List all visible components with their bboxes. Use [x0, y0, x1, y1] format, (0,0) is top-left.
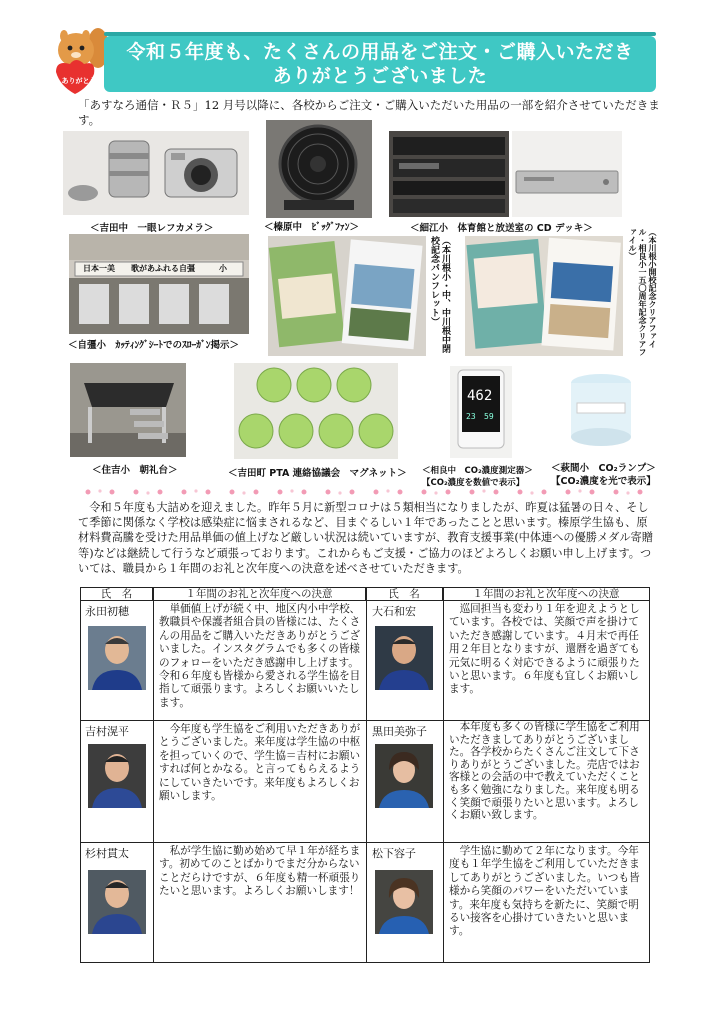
sign-text-3: 小: [219, 264, 227, 273]
staff-name-yoshimura: 吉村滉平: [85, 725, 129, 738]
staff-message-nagata: 単価値上げが続く中、地区内小中学校、教職員や保護者組合員の皆様には、たくさんの用品をご購入いただきありがとうございました。インスタグラムでも多くの皆様のフォローをいただき感謝申し上げます。令和６年度も皆様から愛される学生協を目指して頑張ります。よろしくお願いいたします。: [159, 603, 361, 709]
grid-line: [366, 588, 367, 962]
staff-message-kuroda: 本年度も多くの皆様に学生協をご利用いただきましてありがとうございました。各学校からたくさんご注文して下さりありがとうございました。売店ではお客様との会話の中で教えていただくことも多く勉強になりました。来年度も明るく笑顔で頑張りたいと思います。よろしくお願い致します。: [449, 721, 640, 822]
caption-magnet: ＜吉田町 PTA 連絡協議会 マグネット＞: [228, 468, 407, 479]
grid-line: [81, 842, 649, 843]
caption-cd-deck: ＜細江小 体育館と放送室の CD デッキ＞: [410, 223, 593, 234]
sign-text-2: 歌があふれる自彊: [131, 264, 195, 273]
staff-portrait-sugimura: [88, 870, 146, 934]
fan-photo: [266, 120, 372, 218]
caption-co2-lamp-2: 【CO₂濃度を光で表示】: [551, 476, 656, 487]
staff-portrait-oishi: [375, 626, 433, 690]
caption-co2-meter-2: 【CO₂濃度を数値で表示】: [422, 478, 525, 488]
staff-name-nagata: 永田初穂: [85, 605, 129, 618]
flower-divider: [78, 487, 648, 497]
co2-meter-photo: [450, 366, 512, 458]
staff-message-oishi: 巡回担当も変わり１年を迎えようとしています。各校では、笑顔で声を掛けていただき感謝しています。４月末で再任用２年目となりますが、還暦を過ぎても元気に明るく対応できるように頑張りたいと思います。６年度も宜しくお願いします。: [449, 603, 640, 696]
cd-deck-photo-2: [512, 131, 622, 217]
caption-fan: ＜榛原中 ﾋﾞｯｸﾞﾌｧﾝ＞: [264, 222, 360, 233]
grid-line: [153, 588, 154, 962]
staff-table: [80, 587, 650, 963]
platform-photo: [70, 363, 186, 457]
page-title-banner: [104, 36, 656, 92]
co2-lamp-photo: [563, 369, 639, 455]
staff-portrait-matsushita: [375, 870, 433, 934]
caption-clear-file: （本川根小開校記念クリアファイル・相良小一五〇周年記念クリアファイル）: [628, 228, 657, 356]
camera-photo: [63, 131, 249, 215]
caption-camera: ＜吉田中 一眼レフカメラ＞: [90, 223, 214, 234]
cd-deck-photo-1: [389, 131, 509, 217]
grid-line: [443, 588, 444, 962]
caption-platform: ＜住吉小 朝礼台＞: [92, 465, 178, 476]
co2-meter-value-1: 462: [467, 388, 493, 404]
staff-name-sugimura: 杉村貫太: [85, 847, 129, 860]
co2-meter-value-2: 23: [466, 412, 476, 421]
staff-portrait-kuroda: [375, 744, 433, 808]
staff-name-kuroda: 黒田美弥子: [372, 725, 427, 738]
caption-pamphlet: （本川根小・中、中川根中閉校記念パンフレット）: [429, 236, 450, 353]
mascot-badge-text: ありがとう: [61, 77, 97, 85]
clear-file-photo: [465, 236, 623, 356]
magnet-photo: [234, 363, 398, 459]
caption-signboard: ＜自彊小 ｶｯﾃｨﾝｸﾞｼｰﾄでのｽﾛｰｶﾞﾝ掲示＞: [68, 340, 240, 351]
staff-message-matsushita: 学生協に勤めて２年になります。今年度も１年学生協をご利用していただきましてありがとうございました。いつも皆様から笑顔のパワーをいただいています。来年度も気持ちを新たに、笑顔で明るい接客を心掛けていきたいと思います。: [449, 845, 640, 938]
intro-text: 「あすなろ通信・Ｒ５」12 月号以降に、各校からご注文・ご購入いただいた用品の一部を紹介させていただきます。: [78, 98, 660, 127]
staff-name-matsushita: 松下容子: [372, 847, 416, 860]
signboard-photo: [69, 234, 249, 334]
caption-co2-lamp-1: ＜萩間小 CO₂ランプ＞: [551, 463, 656, 474]
co2-meter-value-3: 59: [484, 412, 494, 421]
body-paragraph: 令和５年度も大詰めを迎えました。昨年５月に新型コロナは５類相当になりましたが、昨夏は猛暑の日々、そして季節に関係なく学校は感染症に悩まされるなど、目まぐるしい１年であったことと思います。榛原学生協も、原材料費高騰を受けた用品単価の値上げなど厳しい状況は続いていますが、教育支援事業(中体連への優勝メダル寄贈等)などは継続して行うなど頑張っております。これからもご支援・ご協力のほどよろしくお願い申し上げます。ついては、職員から１年間のお礼と次年度への決意を述べさせていただきます。: [78, 501, 653, 575]
caption-co2-meter-1: ＜相良中 CO₂濃度測定器＞: [422, 466, 533, 476]
header-name-left: 氏 名: [81, 588, 153, 601]
page-title-line1: 令和５年度も、たくさんの用品をご注文・ご購入いただき: [126, 41, 634, 63]
header-msg-left: １年間のお礼と次年度への決意: [153, 588, 366, 601]
page-title-line2: ありがとうございました: [272, 65, 488, 87]
sign-text-1: 日本一美: [83, 264, 115, 273]
header-msg-right: １年間のお礼と次年度への決意: [443, 588, 649, 601]
pamphlet-photo: [268, 236, 426, 356]
staff-message-yoshimura: 今年度も学生協をご利用いただきありがとうございました。来年度は学生協の中枢を担っていくので、学生協＝吉村にお願いすれば何とかなる。と言ってもらえるようにしていきたいです。来年度もよろしくお願いします。: [159, 723, 361, 803]
staff-portrait-nagata: [88, 626, 146, 690]
header-name-right: 氏 名: [366, 588, 443, 601]
staff-name-oishi: 大石和宏: [372, 605, 416, 618]
staff-portrait-yoshimura: [88, 744, 146, 808]
staff-message-sugimura: 私が学生協に勤め始めて早１年が経ちます。初めてのことばかりでまだ分からないことだらけですが、６年度も精一杯頑張りたいと思います。よろしくお願いします！: [159, 845, 361, 898]
